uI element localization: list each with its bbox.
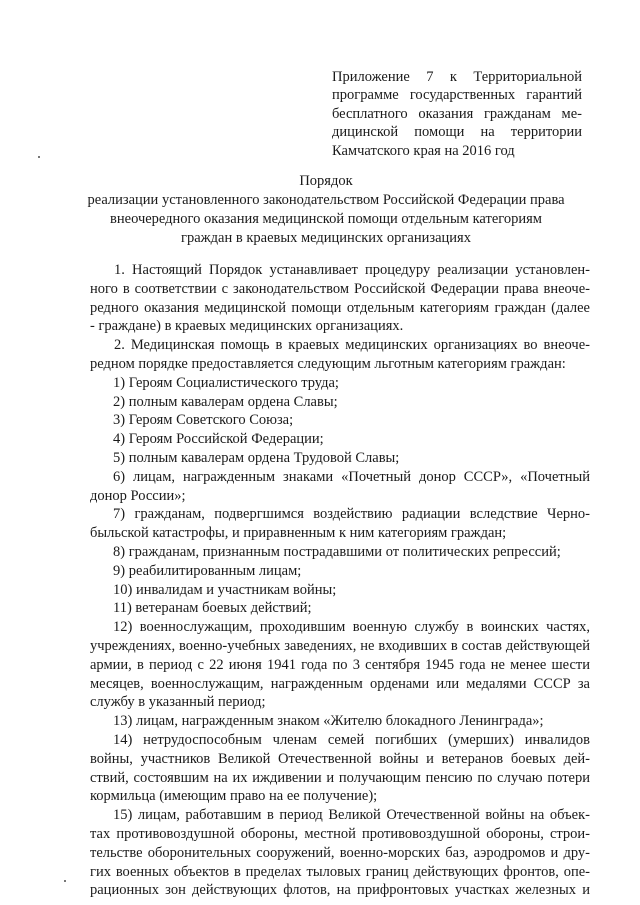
body-line: 15) лицам, работавшим в период Великой Отечественной войны на объек- <box>113 807 590 824</box>
body-line: учреждениях, военно-учебных заведениях, не входивших в состав действующей <box>90 637 590 654</box>
body-line: 13) лицам, награжденным знаком «Жителю блокадного Ленинграда»; <box>113 713 544 730</box>
body-line: 1. Настоящий Порядок устанавливает процедуру реализации установлен- <box>114 262 590 278</box>
body-line: быльской катастрофы, и приравненным к ним категориям граждан; <box>90 525 507 542</box>
body-line: - граждане) в краевых медицинских организациях. <box>90 318 404 335</box>
body-line: 4) Героям Российской Федерации; <box>113 431 324 448</box>
body-line: ствий, состоявшим на их иждивении и получающим пенсию по случаю потери <box>90 769 590 786</box>
body-line: редном порядке предоставляется следующим льготным категориям граждан: <box>90 355 566 372</box>
scan-speck <box>64 880 66 882</box>
body-line: 1) Героям Социалистического труда; <box>113 374 339 391</box>
body-line: кормильца (имеющим право на ее получение); <box>90 788 378 805</box>
appendix-line: программе государственных гарантий <box>332 87 582 104</box>
body-line: 12) военнослужащим, проходившим военную службу в воинских частях, <box>113 619 590 636</box>
body-line: гих военных объектов в пределах тыловых границ действующих фронтов, опе- <box>90 863 590 880</box>
body-line: тах противовоздушной обороны, местной противовоздушной обороны, строи- <box>90 825 590 842</box>
body-line: 8) гражданам, признанным пострадавшими от политических репрессий; <box>113 543 561 560</box>
scan-speck <box>38 156 40 158</box>
appendix-line: бесплатного оказания гражданам ме- <box>332 105 582 122</box>
body-line: 9) реабилитированным лицам; <box>113 562 302 579</box>
appendix-line: Камчатского края на 2016 год <box>332 142 515 159</box>
body-line: 11) ветеранам боевых действий; <box>113 600 312 617</box>
body-line: рационных зон действующих флотов, на прифронтовых участках железных и <box>90 882 590 899</box>
appendix-note <box>332 68 582 160</box>
body-line: тельстве оборонительных сооружений, военно-морских баз, аэродромов и дру- <box>90 844 590 861</box>
title-line: реализации установленного законодательством Российской Федерации права <box>87 192 565 208</box>
title-line: внеочередного оказания медицинской помощи отдельным категориям <box>110 211 542 227</box>
body-line: 2) полным кавалерам ордена Славы; <box>113 393 338 410</box>
body-line: месяцев, военнослужащим, награжденным орденами или медалями СССР за <box>90 675 590 692</box>
body-line: 10) инвалидам и участникам войны; <box>113 581 337 598</box>
body-line: ного в соответствии с законодательством Российской Федерации права внеоче- <box>90 280 590 297</box>
title-line: граждан в краевых медицинских организациях <box>181 230 471 246</box>
title-heading: Порядок <box>299 173 353 189</box>
body-line: 7) гражданам, подвергшимся воздействию радиации вследствие Черно- <box>113 506 590 523</box>
body-line: донор России»; <box>90 487 186 504</box>
body-line: армии, в период с 22 июня 1941 года по 3 сентября 1945 года не менее шести <box>90 656 590 673</box>
document-body <box>90 261 590 900</box>
body-line: редного оказания медицинской помощи отдельным категориям граждан (далее <box>90 299 590 316</box>
body-line: 6) лицам, награжденным знаками «Почетный донор СССР», «Почетный <box>113 468 590 485</box>
body-line: 5) полным кавалерам ордена Трудовой Славы; <box>113 449 400 466</box>
appendix-line: дицинской помощи на территории <box>332 124 582 141</box>
appendix-line: Приложение 7 к Территориальной <box>332 69 582 85</box>
body-line: 2. Медицинская помощь в краевых медицинских организациях во внеоче- <box>114 337 590 354</box>
body-line: службу в указанный период; <box>90 694 266 711</box>
body-line: 14) нетрудоспособным членам семей погибших (умерших) инвалидов <box>113 731 590 748</box>
body-line: войны, участников Великой Отечественной войны и ветеранов боевых дей- <box>90 750 590 767</box>
document-title <box>60 172 592 248</box>
body-line: 3) Героям Советского Союза; <box>113 412 294 429</box>
